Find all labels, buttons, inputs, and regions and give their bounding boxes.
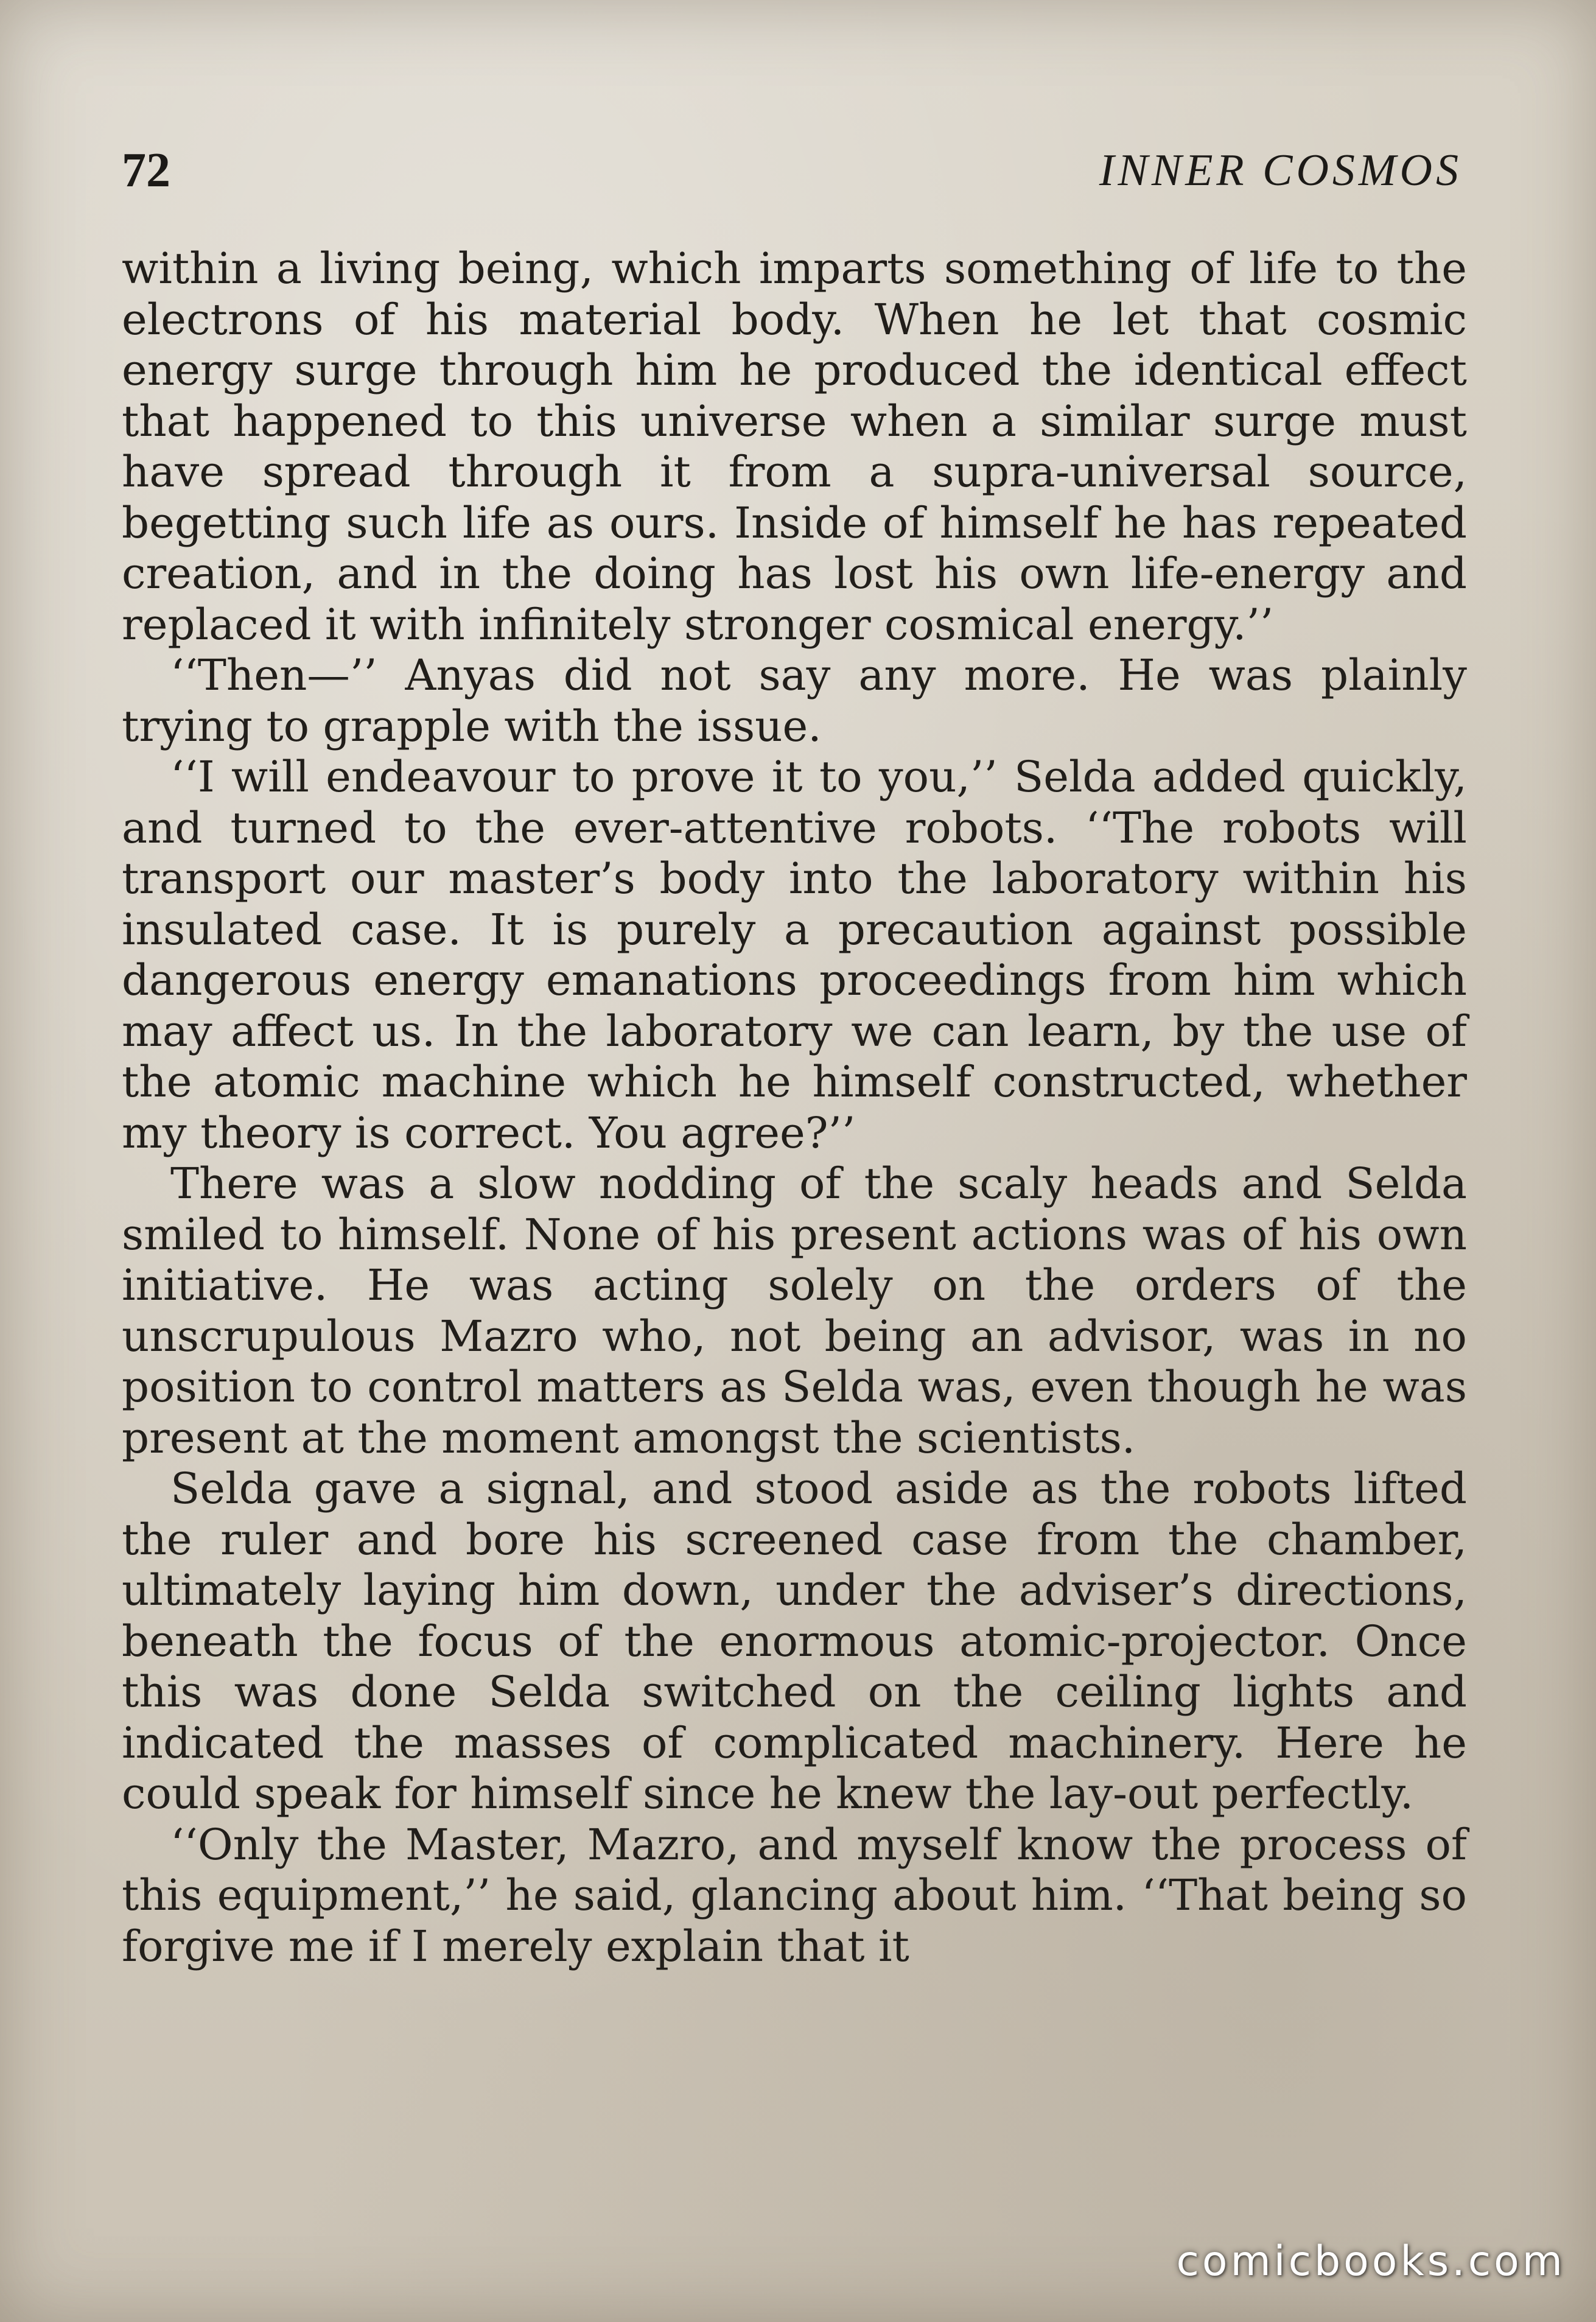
page-number: 72 (122, 143, 170, 197)
paragraph: within a living being, which imparts something of life to the electrons of his material body. When he let that cosmic energy surge through him he produced the identical effect that happened to this universe when a similar surge must have spread through it from a supra-universal source, begetting such life as ours. Inside of himself he has repeated creation, and in the doing has lost his own life-energy and replaced it with infinitely stronger cosmical energy.’’ (122, 244, 1467, 650)
body-text (122, 244, 1467, 1972)
paragraph: ‘‘Only the Master, Mazro, and myself know the process of this equipment,’’ he said, glancing about him. ‘‘That being so forgive me if I merely explain that it (122, 1819, 1467, 1971)
paragraph: ‘‘I will endeavour to prove it to you,’’ Selda added quickly, and turned to the ever-attentive robots. ‘‘The robots will transport our master’s body into the laboratory within his insulated case. It is purely a precaution against possible dangerous energy emanations proceedings from him which may affect us. In the laboratory we can learn, by the use of the atomic machine which he himself constructed, whether my theory is correct. You agree?’’ (122, 752, 1467, 1158)
watermark: comicbooks.com (1176, 2237, 1566, 2285)
page-header (122, 137, 1462, 204)
paragraph: There was a slow nodding of the scaly heads and Selda smiled to himself. None of his present actions was of his own initiative. He was acting solely on the orders of the unscrupulous Mazro who, not being an advisor, was in no position to control matters as Selda was, even though he was present at the moment amongst the scientists. (122, 1159, 1467, 1463)
running-title: INNER COSMOS (1099, 145, 1462, 195)
paragraph: ‘‘Then—’’ Anyas did not say any more. He was plainly trying to grapple with the issue. (122, 650, 1467, 751)
paragraph: Selda gave a signal, and stood aside as the robots lifted the ruler and bore his screened case from the chamber, ultimately laying him down, under the adviser’s directions, beneath the focus of the enormous atomic-projector. Once this was done Selda switched on the ceiling lights and indicated the masses of complicated machinery. Here he could speak for himself since he knew the lay-out perfectly. (122, 1464, 1467, 1819)
